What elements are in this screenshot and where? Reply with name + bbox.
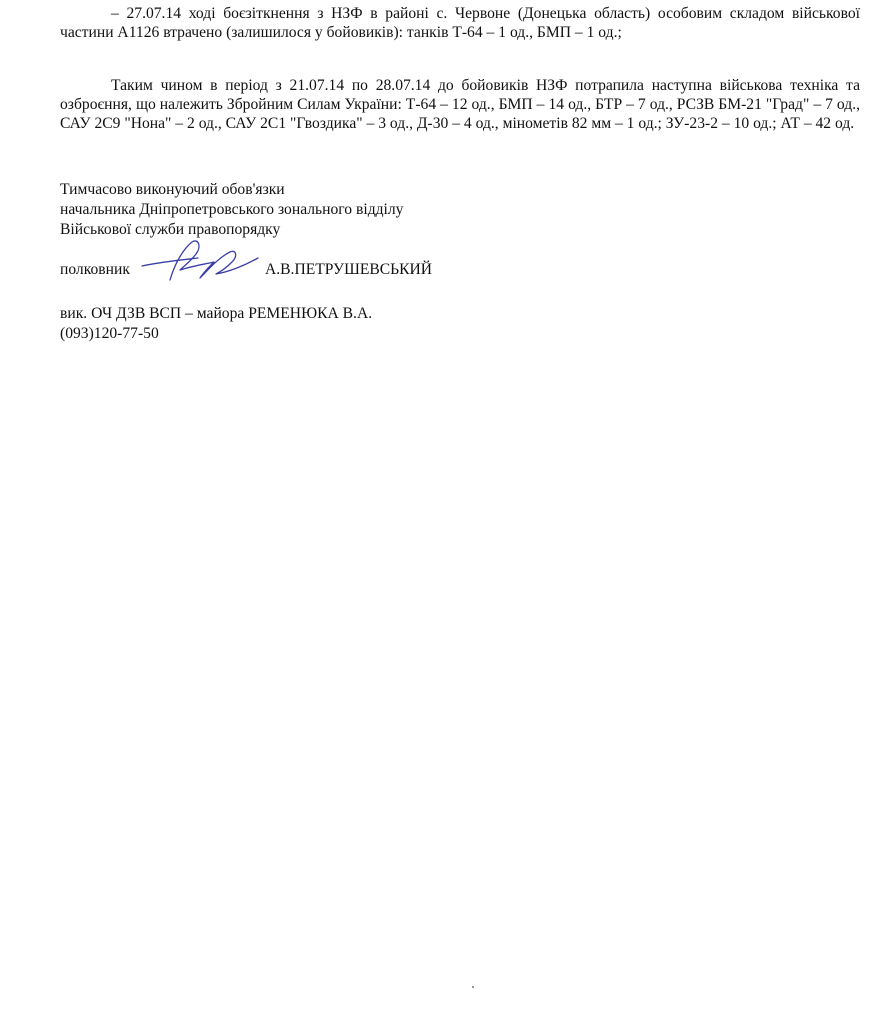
- scan-speck: [472, 986, 474, 988]
- signatory-title-line-2: начальника Дніпропетровського зонального відділу: [60, 201, 404, 218]
- paragraph-summary: Таким чином в період з 21.07.14 по 28.07.14 до бойовиків НЗФ потрапила наступна військова техніка та озброєння, що належить Збройним Силам України: Т-64 – 12 од., БМП – 14 од., БТР – 7 од., РСЗВ БМ-21 "Град" – 7 од., САУ 2С9 "Нона" – 2 од., САУ 2С1 "Гвоздика" – 3 од., Д-30 – 4 од., мінометів 82 мм – 1 од.; ЗУ-23-2 – 10 од.; АТ – 42 од.: [60, 77, 860, 132]
- executor-phone: (093)120-77-50: [60, 325, 159, 342]
- paragraph-equipment-loss: – 27.07.14 ході боєзіткнення з НЗФ в районі с. Червоне (Донецька область) особовим складом військової частини А1126 втрачено (залишилося у бойовиків): танків Т-64 – 1 од., БМП – 1 од.;: [60, 5, 860, 41]
- handwritten-signature: [140, 236, 270, 286]
- signatory-rank: полковник: [60, 261, 130, 278]
- executor-name: вик. ОЧ ДЗВ ВСП – майора РЕМЕНЮКА В.А.: [60, 305, 373, 322]
- signatory-name: А.В.ПЕТРУШЕВСЬКИЙ: [265, 261, 433, 278]
- signatory-title-line-1: Тимчасово виконуючий обов'язки: [60, 181, 285, 198]
- signatory-title-line-3: Військової служби правопорядку: [60, 221, 281, 238]
